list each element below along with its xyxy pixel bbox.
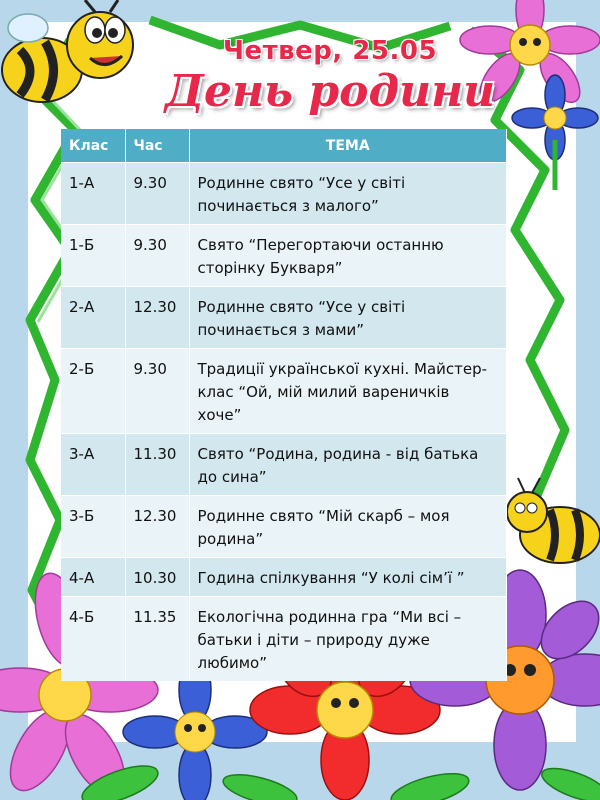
- cell-time: 9.30: [125, 163, 189, 225]
- column-header-topic: ТЕМА: [189, 129, 507, 163]
- table-row: [61, 558, 507, 597]
- table-row: [61, 597, 507, 682]
- cell-topic: Родинне свято “Усе у світі починається з малого”: [189, 163, 507, 225]
- cell-class: 3-Б: [61, 496, 125, 558]
- cell-time: 11.30: [125, 434, 189, 496]
- table-row: [61, 434, 507, 496]
- cell-class: 1-А: [61, 163, 125, 225]
- cell-time: 12.30: [125, 496, 189, 558]
- cell-class: 2-А: [61, 287, 125, 349]
- cell-topic: Родинне свято “Мій скарб – моя родина”: [189, 496, 507, 558]
- table-row: [61, 225, 507, 287]
- cell-topic: Свято “Родина, родина - від батька до сина”: [189, 434, 507, 496]
- table-header-row: [61, 129, 507, 163]
- column-header-class: Клас: [61, 129, 125, 163]
- cell-time: 12.30: [125, 287, 189, 349]
- schedule-table: [61, 129, 507, 681]
- cell-time: 11.35: [125, 597, 189, 682]
- cell-topic: Екологічна родинна гра “Ми всі – батьки і діти – природу дуже любимо”: [189, 597, 507, 682]
- column-header-time: Час: [125, 129, 189, 163]
- cell-time: 10.30: [125, 558, 189, 597]
- cell-topic: Свято “Перегортаючи останню сторінку Букваря”: [189, 225, 507, 287]
- cell-time: 9.30: [125, 349, 189, 434]
- cell-class: 4-Б: [61, 597, 125, 682]
- cell-class: 2-Б: [61, 349, 125, 434]
- cell-time: 9.30: [125, 225, 189, 287]
- cell-class: 1-Б: [61, 225, 125, 287]
- cell-topic: Година спілкування “У колі сім’ї ”: [189, 558, 507, 597]
- table-row: [61, 349, 507, 434]
- page-title: День родини: [164, 66, 496, 117]
- table-row: [61, 287, 507, 349]
- table-row: [61, 163, 507, 225]
- cell-topic: Традиції української кухні. Майстер-клас “Ой, мій милий вареничків хоче”: [189, 349, 507, 434]
- date-title: Четвер, 25.05: [222, 36, 438, 66]
- cell-topic: Родинне свято “Усе у світі починається з мами”: [189, 287, 507, 349]
- cell-class: 3-А: [61, 434, 125, 496]
- table-row: [61, 496, 507, 558]
- cell-class: 4-А: [61, 558, 125, 597]
